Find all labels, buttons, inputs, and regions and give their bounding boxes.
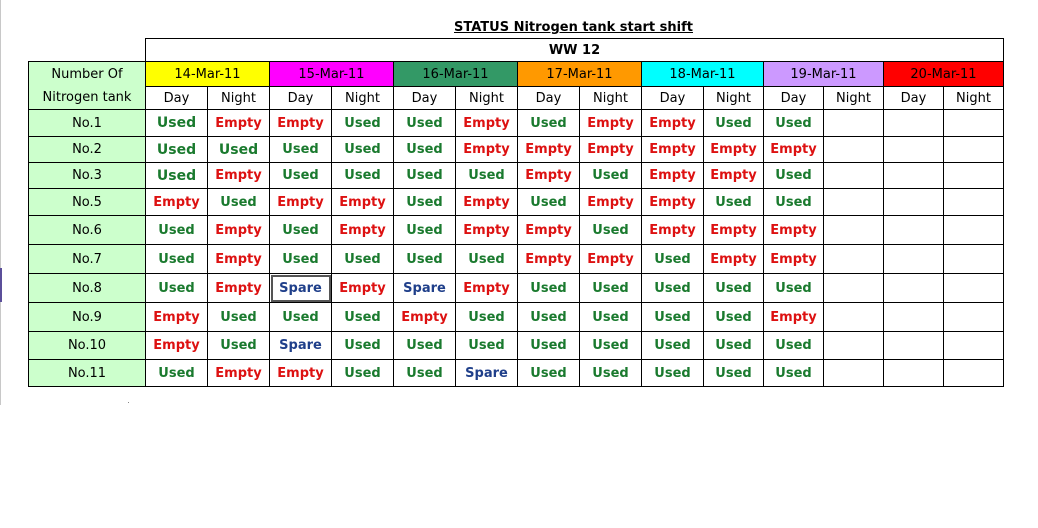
tank-id-cell[interactable]: No.1 (29, 110, 146, 137)
status-cell[interactable]: Spare (394, 274, 456, 303)
status-cell[interactable]: Used (642, 245, 704, 274)
status-cell[interactable]: Used (704, 303, 764, 332)
status-cell[interactable] (824, 216, 884, 245)
status-cell[interactable]: Used (270, 163, 332, 189)
date-header[interactable]: 17-Mar-11 (518, 62, 642, 87)
status-cell[interactable]: Empty (456, 274, 518, 303)
status-cell[interactable]: Used (332, 303, 394, 332)
status-cell[interactable]: Used (394, 110, 456, 137)
tank-id-cell[interactable]: No.5 (29, 189, 146, 216)
row-selection-marker (0, 268, 2, 302)
date-header[interactable]: 20-Mar-11 (884, 62, 1004, 87)
status-cell[interactable]: Used (764, 274, 824, 303)
shift-night-header[interactable]: Night (332, 87, 394, 110)
status-cell[interactable]: Spare (270, 332, 332, 360)
status-cell[interactable]: Used (394, 137, 456, 163)
status-cell[interactable]: Used (208, 303, 270, 332)
shift-row (29, 87, 1004, 110)
status-cell[interactable]: Used (704, 332, 764, 360)
status-cell[interactable] (944, 245, 1004, 274)
tank-id-cell[interactable]: No.10 (29, 332, 146, 360)
status-cell[interactable] (824, 189, 884, 216)
status-cell[interactable]: Used (456, 303, 518, 332)
status-cell[interactable]: Empty (208, 216, 270, 245)
status-cell[interactable]: Used (518, 189, 580, 216)
status-cell[interactable]: Empty (580, 137, 642, 163)
status-cell[interactable]: Used (704, 274, 764, 303)
shift-day-header[interactable]: Day (394, 87, 456, 110)
status-cell[interactable]: Used (764, 332, 824, 360)
status-cell[interactable]: Empty (332, 274, 394, 303)
status-cell[interactable]: Empty (764, 216, 824, 245)
shift-night-header[interactable]: Night (824, 87, 884, 110)
week-row (29, 39, 1004, 62)
status-cell[interactable] (884, 216, 944, 245)
status-cell[interactable] (944, 360, 1004, 387)
status-cell[interactable] (824, 360, 884, 387)
status-table (28, 38, 1004, 387)
status-cell[interactable]: Used (580, 303, 642, 332)
status-cell[interactable] (944, 303, 1004, 332)
shift-night-header[interactable]: Night (704, 87, 764, 110)
status-cell[interactable]: Used (642, 303, 704, 332)
tank-id-cell[interactable]: No.2 (29, 137, 146, 163)
status-cell[interactable]: Used (456, 163, 518, 189)
date-row (29, 62, 1004, 87)
table-row (29, 332, 1004, 360)
status-cell[interactable] (884, 163, 944, 189)
status-cell[interactable]: Empty (456, 189, 518, 216)
status-cell[interactable]: Used (764, 110, 824, 137)
status-cell[interactable]: Used (146, 360, 208, 387)
status-cell[interactable]: Empty (642, 137, 704, 163)
status-cell[interactable] (884, 303, 944, 332)
status-cell[interactable]: Used (704, 360, 764, 387)
shift-day-header[interactable]: Day (642, 87, 704, 110)
status-cell[interactable]: Used (456, 332, 518, 360)
status-cell[interactable] (824, 332, 884, 360)
status-cell[interactable]: Empty (518, 216, 580, 245)
status-cell[interactable]: Used (642, 332, 704, 360)
status-cell[interactable]: Used (394, 332, 456, 360)
status-cell[interactable]: Empty (642, 163, 704, 189)
status-cell[interactable]: Empty (456, 216, 518, 245)
status-cell[interactable]: Empty (704, 245, 764, 274)
status-cell[interactable]: Empty (580, 245, 642, 274)
status-cell[interactable]: Empty (704, 216, 764, 245)
shift-night-header[interactable]: Night (944, 87, 1004, 110)
status-cell[interactable]: Used (518, 332, 580, 360)
status-cell[interactable]: Used (332, 245, 394, 274)
status-cell[interactable]: Empty (146, 189, 208, 216)
status-cell[interactable]: Used (394, 216, 456, 245)
status-cell[interactable]: Empty (642, 216, 704, 245)
status-cell[interactable]: Used (580, 274, 642, 303)
status-cell[interactable]: Used (270, 137, 332, 163)
shift-day-header[interactable]: Day (146, 87, 208, 110)
status-cell[interactable]: Used (146, 216, 208, 245)
status-cell[interactable]: Empty (332, 189, 394, 216)
table-row (29, 189, 1004, 216)
status-cell[interactable]: Used (764, 163, 824, 189)
status-cell[interactable]: Used (270, 216, 332, 245)
label-number-of[interactable]: Number Of (29, 62, 146, 87)
tank-id-cell[interactable]: No.6 (29, 216, 146, 245)
status-cell[interactable]: Empty (332, 216, 394, 245)
status-cell[interactable]: Empty (764, 137, 824, 163)
status-cell[interactable]: Empty (580, 189, 642, 216)
tank-id-cell[interactable]: No.11 (29, 360, 146, 387)
status-cell[interactable] (944, 189, 1004, 216)
status-cell[interactable]: Empty (146, 332, 208, 360)
status-cell[interactable]: Spare (456, 360, 518, 387)
status-cell[interactable]: Empty (208, 110, 270, 137)
status-cell[interactable]: Empty (270, 360, 332, 387)
shift-night-header[interactable]: Night (208, 87, 270, 110)
status-cell[interactable] (884, 245, 944, 274)
status-cell[interactable]: Used (332, 163, 394, 189)
table-row (29, 245, 1004, 274)
shift-night-header[interactable]: Night (456, 87, 518, 110)
status-cell[interactable]: Empty (146, 303, 208, 332)
status-cell[interactable]: Used (580, 163, 642, 189)
status-cell[interactable]: Used (580, 216, 642, 245)
status-cell[interactable]: Used (146, 137, 208, 163)
status-cell[interactable]: Empty (456, 110, 518, 137)
sheet-left-edge (0, 0, 1, 405)
status-cell[interactable]: Used (146, 163, 208, 189)
status-cell[interactable]: Used (518, 110, 580, 137)
status-cell[interactable] (884, 110, 944, 137)
status-cell[interactable] (944, 110, 1004, 137)
status-cell[interactable]: Used (580, 332, 642, 360)
status-cell[interactable]: Used (764, 360, 824, 387)
status-cell[interactable] (824, 303, 884, 332)
status-cell[interactable] (884, 274, 944, 303)
status-cell[interactable]: Empty (764, 245, 824, 274)
shift-night-header[interactable]: Night (580, 87, 642, 110)
status-cell[interactable] (824, 137, 884, 163)
status-cell[interactable]: Spare (270, 274, 332, 303)
tank-id-cell[interactable]: No.3 (29, 163, 146, 189)
date-header[interactable]: 16-Mar-11 (394, 62, 518, 87)
status-cell[interactable]: Empty (518, 245, 580, 274)
status-cell[interactable]: Used (518, 274, 580, 303)
status-cell[interactable]: Used (270, 303, 332, 332)
status-cell[interactable]: Used (332, 137, 394, 163)
status-cell[interactable]: Empty (456, 137, 518, 163)
stray-dot (128, 402, 129, 403)
status-cell[interactable]: Used (270, 245, 332, 274)
status-cell[interactable]: Used (394, 163, 456, 189)
status-cell[interactable]: Empty (270, 189, 332, 216)
table-row (29, 216, 1004, 245)
table-row (29, 303, 1004, 332)
table-row (29, 110, 1004, 137)
status-cell[interactable]: Used (208, 332, 270, 360)
status-cell[interactable]: Empty (394, 303, 456, 332)
status-cell[interactable] (884, 137, 944, 163)
status-cell[interactable] (944, 332, 1004, 360)
empty-corner-cell (29, 39, 146, 62)
status-cell[interactable]: Used (642, 274, 704, 303)
status-cell[interactable]: Used (146, 110, 208, 137)
shift-day-header[interactable]: Day (518, 87, 580, 110)
status-cell[interactable] (884, 360, 944, 387)
status-cell[interactable] (824, 274, 884, 303)
status-cell[interactable]: Used (518, 303, 580, 332)
shift-day-header[interactable]: Day (270, 87, 332, 110)
status-cell[interactable]: Used (456, 245, 518, 274)
status-cell[interactable]: Used (146, 245, 208, 274)
status-cell[interactable] (824, 163, 884, 189)
status-cell[interactable]: Used (642, 360, 704, 387)
table-row (29, 163, 1004, 189)
status-cell[interactable]: Empty (580, 110, 642, 137)
status-cell[interactable]: Used (332, 110, 394, 137)
table-row (29, 360, 1004, 387)
status-cell[interactable]: Used (332, 332, 394, 360)
status-cell[interactable] (884, 189, 944, 216)
date-header[interactable]: 18-Mar-11 (642, 62, 764, 87)
shift-day-header[interactable]: Day (764, 87, 824, 110)
status-cell[interactable]: Empty (208, 163, 270, 189)
status-cell[interactable]: Used (332, 360, 394, 387)
table-row (29, 137, 1004, 163)
status-cell[interactable]: Used (394, 245, 456, 274)
status-cell[interactable]: Empty (518, 163, 580, 189)
status-cell[interactable]: Empty (208, 245, 270, 274)
tank-id-cell[interactable]: No.7 (29, 245, 146, 274)
status-cell[interactable] (944, 274, 1004, 303)
sheet-title: STATUS Nitrogen tank start shift (454, 20, 693, 35)
tank-id-cell[interactable]: No.8 (29, 274, 146, 303)
status-cell[interactable] (944, 163, 1004, 189)
status-cell[interactable]: Empty (642, 110, 704, 137)
status-cell[interactable]: Used (208, 137, 270, 163)
status-cell[interactable]: Empty (704, 163, 764, 189)
status-cell[interactable]: Used (704, 189, 764, 216)
date-header[interactable]: 19-Mar-11 (764, 62, 884, 87)
status-cell[interactable]: Empty (208, 360, 270, 387)
tank-id-cell[interactable]: No.9 (29, 303, 146, 332)
table-row (29, 274, 1004, 303)
status-cell[interactable] (944, 216, 1004, 245)
week-header[interactable]: WW 12 (146, 39, 1004, 62)
status-cell[interactable] (824, 110, 884, 137)
status-cell[interactable]: Empty (270, 110, 332, 137)
status-cell[interactable]: Used (518, 360, 580, 387)
status-cell[interactable] (824, 245, 884, 274)
status-cell[interactable]: Used (146, 274, 208, 303)
status-cell[interactable]: Empty (764, 303, 824, 332)
status-cell[interactable] (884, 332, 944, 360)
status-cell[interactable]: Used (394, 189, 456, 216)
status-cell[interactable]: Used (394, 360, 456, 387)
date-header[interactable]: 14-Mar-11 (146, 62, 270, 87)
status-cell[interactable]: Empty (518, 137, 580, 163)
status-cell[interactable]: Used (764, 189, 824, 216)
status-cell[interactable]: Used (208, 189, 270, 216)
shift-day-header[interactable]: Day (884, 87, 944, 110)
status-cell[interactable]: Used (704, 110, 764, 137)
status-cell[interactable] (944, 137, 1004, 163)
status-cell[interactable]: Empty (704, 137, 764, 163)
label-nitrogen-tank[interactable]: Nitrogen tank (29, 87, 146, 110)
status-cell[interactable]: Empty (642, 189, 704, 216)
status-cell[interactable]: Used (580, 360, 642, 387)
status-cell[interactable]: Empty (208, 274, 270, 303)
date-header[interactable]: 15-Mar-11 (270, 62, 394, 87)
